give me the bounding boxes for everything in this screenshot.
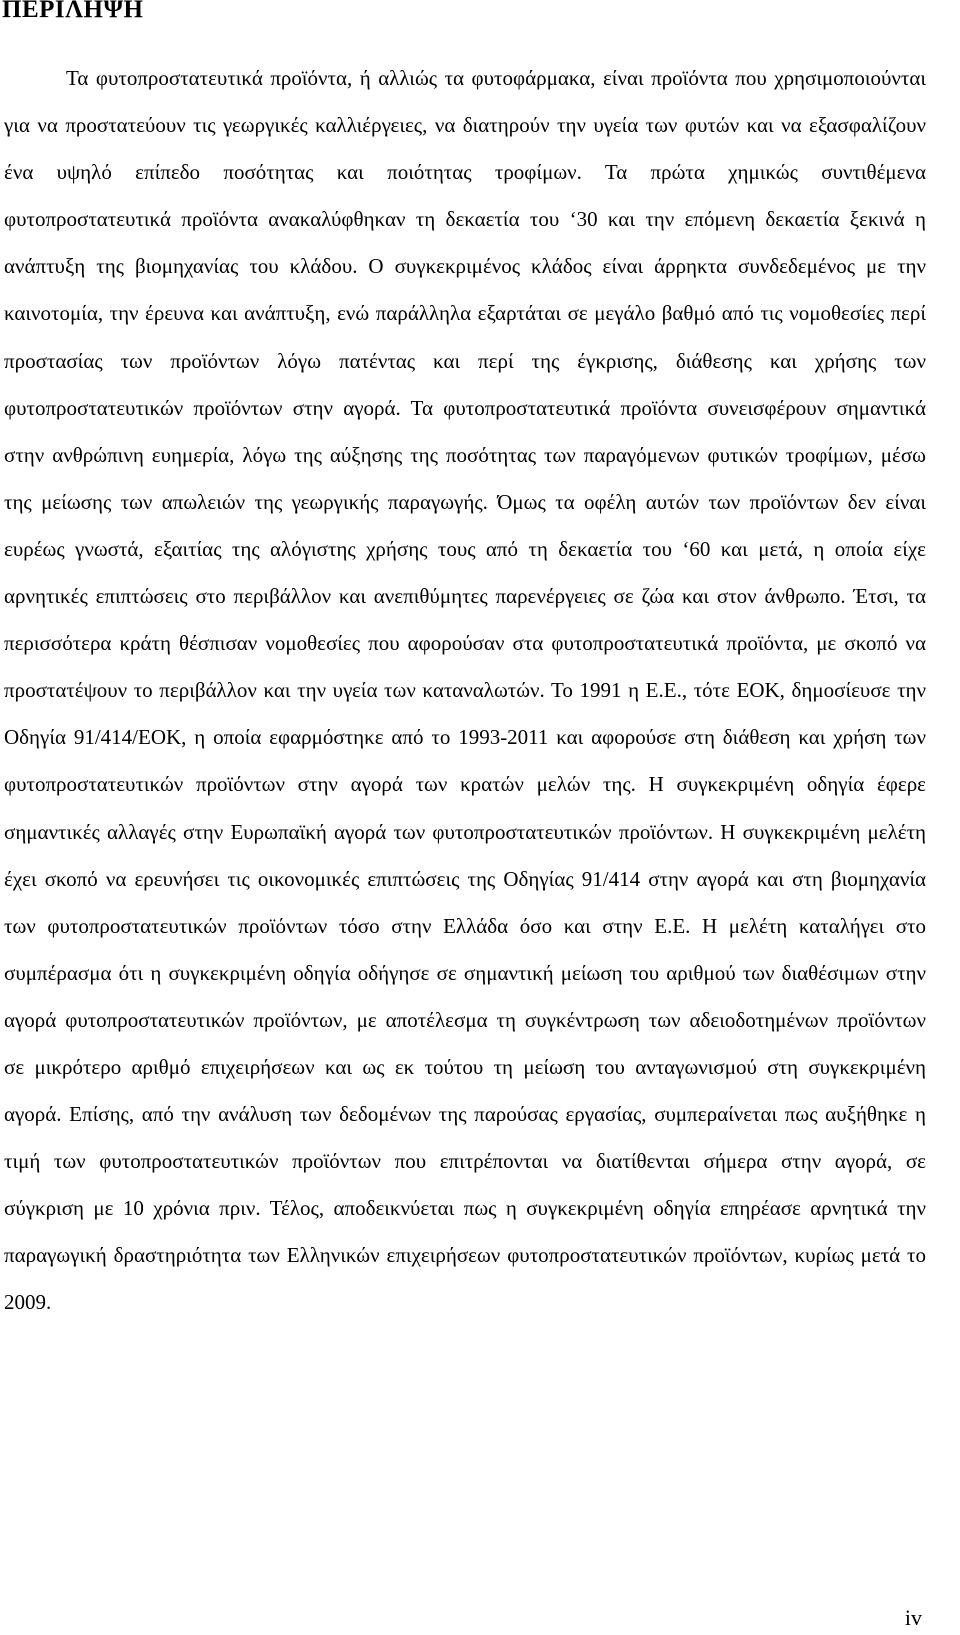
- summary-paragraph: Τα φυτοπροστατευτικά προϊόντα, ή αλλιώς τα φυτοφάρμακα, είναι προϊόντα που χρησιμοποιούνται για να προστατεύουν τις γεωργικές καλλιέργειες, να διατηρούν την υγεία των φυτών και να εξασφαλίζουν ένα υψηλό επίπεδο ποσότητας και ποιότητας τροφίμων. Τα πρώτα χημικώς συντιθέμενα φυτοπροστατευτικά προϊόντα ανακαλύφθηκαν τη δεκαετία του ‘30 και την επόμενη δεκαετία ξεκινά η ανάπτυξη της βιομηχανίας του κλάδου. Ο συγκεκριμένος κλάδος είναι άρρηκτα συνδεδεμένος με την καινοτομία, την έρευνα και ανάπτυξη, ενώ παράλληλα εξαρτάται σε μεγάλο βαθμό από τις νομοθεσίες περί προστασίας των προϊόντων λόγω πατέντας και περί της έγκρισης, διάθεσης και χρήσης των φυτοπροστατευτικών προϊόντων στην αγορά. Τα φυτοπροστατευτικά προϊόντα συνεισφέρουν σημαντικά στην ανθρώπινη ευημερία, λόγω της αύξησης της ποσότητας των παραγόμενων φυτικών τροφίμων, μέσω της μείωσης των απωλειών της γεωργικής παραγωγής. Όμως τα οφέλη αυτών των προϊόντων δεν είναι ευρέως γνωστά, εξαιτίας της αλόγιστης χρήσης τους από τη δεκαετία του ‘60 και μετά, η οποία είχε αρνητικές επιπτώσεις στο περιβάλλον και ανεπιθύμητες παρενέργειες σε ζώα και στον άνθρωπο. Έτσι, τα περισσότερα κράτη θέσπισαν νομοθεσίες που αφορούσαν στα φυτοπροστατευτικά προϊόντα, με σκοπό να προστατέψουν το περιβάλλον και την υγεία των καταναλωτών. Το 1991 η Ε.Ε., τότε ΕΟΚ, δημοσίευσε την Οδηγία 91/414/ΕΟΚ, η οποία εφαρμόστηκε από το 1993-2011 και αφορούσε στη διάθεση και χρήση των φυτοπροστατευτικών προϊόντων στην αγορά των κρατών μελών της. Η συγκεκριμένη οδηγία έφερε σημαντικές αλλαγές στην Ευρωπαϊκή αγορά των φυτοπροστατευτικών προϊόντων. Η συγκεκριμένη μελέτη έχει σκοπό να ερευνήσει τις οικονομικές επιπτώσεις της Οδηγίας 91/414 στην αγορά και στη βιομηχανία των φυτοπροστατευτικών προϊόντων τόσο στην Ελλάδα όσο και στην Ε.Ε. Η μελέτη καταλήγει στο συμπέρασμα ότι η συγκεκριμένη οδηγία οδήγησε σε σημαντική μείωση του αριθμού των διαθέσιμων στην αγορά φυτοπροστατευτικών προϊόντων, με αποτέλεσμα τη συγκέντρωση των αδειοδοτημένων προϊόντων σε μικρότερο αριθμό επιχειρήσεων και ως εκ τούτου τη μείωση του ανταγωνισμού στη συγκεκριμένη αγορά. Επίσης, από την ανάλυση των δεδομένων της παρούσας εργασίας, συμπεραίνεται πως αυξήθηκε η τιμή των φυτοπροστατευτικών προϊόντων που επιτρέπονται να διατίθενται σήμερα στην αγορά, σε σύγκριση με 10 χρόνια πριν. Τέλος, αποδεικνύεται πως η συγκεκριμένη οδηγία επηρέασε αρνητικά την παραγωγική δραστηριότητα των Ελληνικών επιχειρήσεων φυτοπροστατευτικών προϊόντων, κυρίως μετά το 2009.: [4, 66, 926, 1315]
- page-number: iv: [904, 1605, 922, 1630]
- page-title: ΠΕΡΙΛΗΨΗ: [2, 0, 144, 23]
